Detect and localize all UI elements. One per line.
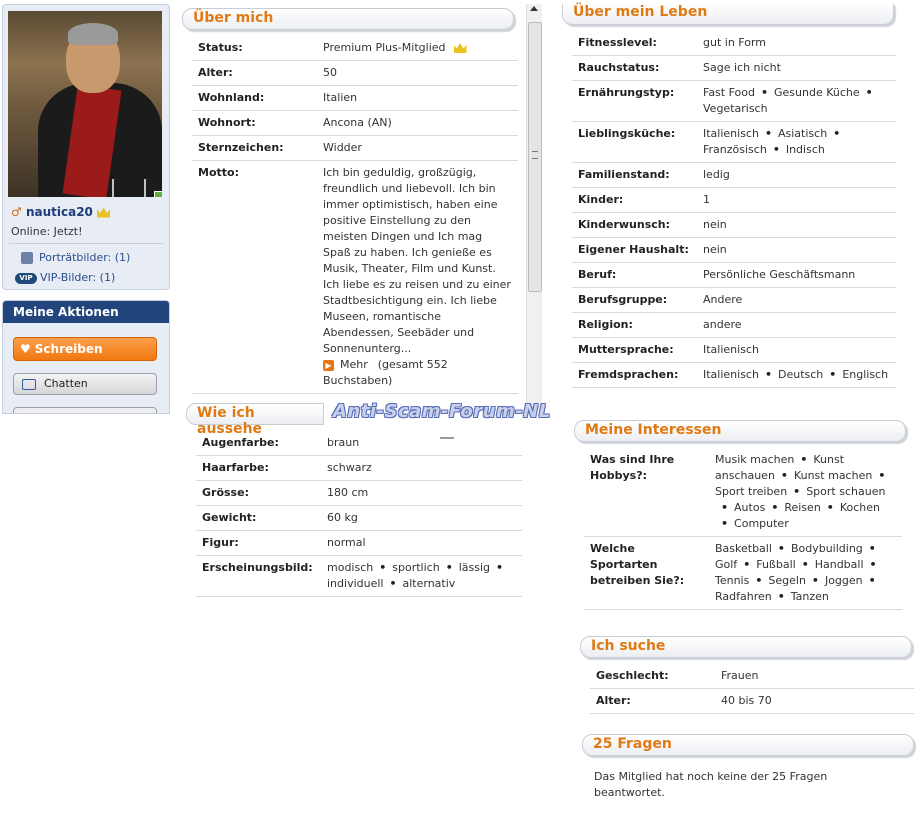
life-header: Über mein Leben [562,4,894,25]
life-tag: Deutsch [778,368,824,381]
bullet-separator: • [777,590,785,603]
life-row [572,288,896,313]
seeking-header: Ich suche [580,636,912,658]
bullet-separator: • [743,558,751,571]
about-value [317,86,518,111]
life-tag: Vegetarisch [703,102,768,115]
looks-tag: alternativ [402,577,456,590]
looks-label: Haarfarbe: [196,456,321,481]
interests-tag: Bodybuilding [790,542,863,555]
life-row [572,81,896,122]
life-tag: Französisch [703,143,767,156]
about-label: Sternzeichen: [192,136,317,161]
more-label[interactable]: Mehr [340,358,368,371]
life-label: Kinderwunsch: [572,213,697,238]
interests-tag: Sport treiben [715,485,788,498]
interests-value [709,448,902,537]
interests-tag: Handball [814,558,864,571]
premium-crown-icon [454,43,467,53]
looks-label: Gewicht: [196,506,321,531]
looks-tag: modisch [327,561,374,574]
bullet-separator: • [764,127,772,140]
seeking-label: Alter: [590,689,715,714]
life-row [572,363,896,388]
seeking-table [590,664,914,714]
interests-label: Welche Sportarten betreiben Sie?: [584,537,709,610]
seeking-value [715,689,914,714]
looks-tag: lässig [458,561,491,574]
bullet-separator: • [868,574,876,587]
bullet-separator: • [829,368,837,381]
life-row [572,213,896,238]
life-row [572,313,896,338]
looks-row [196,506,522,531]
life-text: Persönliche Geschäftsmann [703,268,856,281]
seeking-text: Frauen [721,669,759,682]
bullet-separator: • [777,542,785,555]
life-label: Fitnesslevel: [572,31,697,56]
bullet-separator: • [772,143,780,156]
bullet-separator: • [780,469,788,482]
life-label: Eigener Haushalt: [572,238,697,263]
interests-header: Meine Interessen [574,420,906,442]
looks-value [321,531,522,556]
about-label: Status: [192,36,317,61]
about-value [317,161,518,394]
looks-row [196,431,522,456]
bullet-separator: • [878,469,886,482]
username[interactable]: ♂ nautica20 [11,205,110,219]
looks-row [196,456,522,481]
actions-title: Meine Aktionen [3,301,169,323]
about-row [192,61,518,86]
bullet-separator: • [869,558,877,571]
about-label: Alter: [192,61,317,86]
looks-row [196,556,522,597]
bullet-separator: • [764,368,772,381]
looks-label: Erscheinungsbild: [196,556,321,597]
looks-value [321,556,522,597]
questions-text: Das Mitglied hat noch keine der 25 Fragen beantwortet. [594,770,828,799]
life-row [572,188,896,213]
interests-tag: Kunst anschauen [715,453,845,482]
about-me-table [192,36,518,394]
interests-tag: Basketball [715,542,772,555]
life-value [697,163,896,188]
life-value [697,338,896,363]
life-value [697,363,896,388]
looks-row [196,531,522,556]
life-label: Beruf: [572,263,697,288]
bullet-separator: • [389,577,397,590]
portrait-icon [21,252,33,264]
bullet-separator: • [496,561,504,574]
about-label: Motto: [192,161,317,394]
life-tag: Englisch [842,368,889,381]
about-row [192,111,518,136]
seeking-row [590,689,914,714]
interests-tag: Kochen [839,501,880,514]
bullet-separator: • [379,561,387,574]
life-value [697,213,896,238]
bullet-separator: • [826,501,834,514]
actions-panel [2,300,170,414]
looks-tag: sportlich [392,561,440,574]
about-text: Widder [323,141,362,154]
life-row [572,56,896,81]
interests-tag: Computer [734,517,789,530]
seeking-value [715,664,914,689]
life-row [572,263,896,288]
about-row [192,86,518,111]
interests-tag: Sport schauen [806,485,886,498]
life-table [572,31,896,388]
interests-row [584,448,902,537]
life-text: nein [703,243,727,256]
chat-bubble-icon [22,379,36,390]
bullet-separator: • [800,453,808,466]
life-row [572,238,896,263]
life-row [572,163,896,188]
looks-text: 60 kg [327,511,358,524]
life-tag: Italienisch [703,127,759,140]
life-text: andere [703,318,742,331]
life-text: nein [703,218,727,231]
bullet-separator: • [868,542,876,555]
crown-icon [97,208,110,218]
interests-tag: Autos [734,501,766,514]
life-text: Andere [703,293,743,306]
profile-card [2,4,170,290]
interests-tag: Tanzen [790,590,829,603]
bullet-separator: • [833,127,841,140]
looks-text: 180 cm [327,486,369,499]
life-label: Fremdsprachen: [572,363,697,388]
life-text: gut in Form [703,36,766,49]
interests-label: Was sind Ihre Hobbys?: [584,448,709,537]
life-value [697,288,896,313]
vip-icon: VIP [15,273,37,284]
life-value [697,238,896,263]
male-icon: ♂ [11,205,22,219]
interests-tag: Reisen [784,501,821,514]
vip-pictures-link[interactable]: VIP VIP-Bilder: (1) [15,271,115,284]
looks-header: Wie ich aussehe [186,403,324,425]
chat-button[interactable]: Chatten [13,373,157,395]
interests-tag: Kunst machen [793,469,873,482]
interests-row [584,537,902,610]
life-text: Sage ich nicht [703,61,781,74]
about-label: Wohnort: [192,111,317,136]
life-label: Religion: [572,313,697,338]
bullet-separator: • [755,574,763,587]
life-label: Lieblingsküche: [572,122,697,163]
about-row [192,36,518,61]
life-label: Rauchstatus: [572,56,697,81]
interests-value [709,537,902,610]
interests-tag: Joggen [824,574,863,587]
about-text: Italien [323,91,358,104]
bullet-separator: • [801,558,809,571]
looks-tag: individuell [327,577,384,590]
divider [9,243,163,244]
watermark: Anti-Scam-Forum-NL [333,401,551,422]
life-value [697,31,896,56]
looks-label: Figur: [196,531,321,556]
bullet-separator: • [865,86,873,99]
about-row [192,161,518,394]
looks-value [321,431,522,456]
bullet-separator: • [793,485,801,498]
looks-value [321,506,522,531]
about-label: Wohnland: [192,86,317,111]
scroll-up-arrow-icon[interactable] [530,6,538,11]
seeking-row [590,664,914,689]
about-me-header: Über mich [182,8,514,30]
portrait-pictures-link[interactable]: Porträtbilder: (1) [21,251,130,264]
interests-tag: Tennis [715,574,750,587]
write-button[interactable]: ♥ Schreiben [13,337,157,361]
about-value [317,36,518,61]
life-row [572,338,896,363]
looks-table [196,431,522,597]
character-count: (gesamt 552 Buchstaben) [323,358,448,387]
interests-tag: Radfahren [715,590,772,603]
life-value [697,263,896,288]
life-label: Berufsgruppe: [572,288,697,313]
about-text: Ancona (AN) [323,116,392,129]
life-value [697,56,896,81]
arrow-right-icon: ▶ [323,360,334,371]
online-indicator-icon [154,191,162,197]
life-tag: Italienisch [703,368,759,381]
life-row [572,31,896,56]
more-actions-button[interactable] [13,407,157,414]
life-value [697,188,896,213]
life-text: Italienisch [703,343,759,356]
looks-text: normal [327,536,366,549]
looks-row [196,481,522,506]
life-text: 1 [703,193,710,206]
about-row [192,136,518,161]
bullet-separator: • [445,561,453,574]
interests-tag: Segeln [768,574,806,587]
about-value [317,136,518,161]
life-value [697,313,896,338]
looks-label: Grösse: [196,481,321,506]
life-label: Familienstand: [572,163,697,188]
life-row [572,122,896,163]
interests-tag: Fußball [756,558,796,571]
life-tag: Indisch [785,143,825,156]
life-text: ledig [703,168,730,181]
seeking-text: 40 bis 70 [721,694,772,707]
life-tag: Fast Food [703,86,755,99]
bullet-separator: • [771,501,779,514]
heart-icon: ♥ [20,342,31,356]
seeking-label: Geschlecht: [590,664,715,689]
about-value [317,111,518,136]
life-label: Ernährungstyp: [572,81,697,122]
looks-value [321,481,522,506]
about-text: Ich bin geduldig, großzügig, freundlich und liebevoll. Ich bin immer optimistisch, haben eine positive Einstellung zu den meisten Dingen und Ich mag Spaß zu haben. Ich genieße es Musik, Theater, Film und Kunst. Ich liebe es zu reisen und zu einer Stadtbesichtigung ein. Ich liebe Museen, romantische Abendessen, Seebäder und Sonnenunterg... [323,166,511,355]
interests-tag: Golf [715,558,738,571]
bullet-separator: • [811,574,819,587]
interests-table [584,448,902,610]
more-link[interactable] [323,358,368,371]
vertical-scrollbar[interactable] [526,4,542,410]
about-text: Premium Plus-Mitglied [323,41,446,54]
about-text: 50 [323,66,337,79]
looks-text: schwarz [327,461,372,474]
interests-tag: Musik machen [715,453,795,466]
looks-label: Augenfarbe: [196,431,321,456]
online-status: Online: Jetzt! [11,225,83,238]
bullet-separator: • [721,517,729,530]
life-tag: Asiatisch [778,127,828,140]
bullet-separator: • [721,501,729,514]
life-label: Kinder: [572,188,697,213]
looks-text: braun [327,436,360,449]
about-value [317,61,518,86]
bullet-separator: • [760,86,769,99]
profile-photo[interactable] [8,11,162,197]
scrollbar-thumb[interactable] [528,22,542,292]
looks-value [321,456,522,481]
life-tag: Gesunde Küche [774,86,860,99]
life-value [697,81,896,122]
life-value [697,122,896,163]
questions-header: 25 Fragen [582,734,914,756]
life-label: Muttersprache: [572,338,697,363]
